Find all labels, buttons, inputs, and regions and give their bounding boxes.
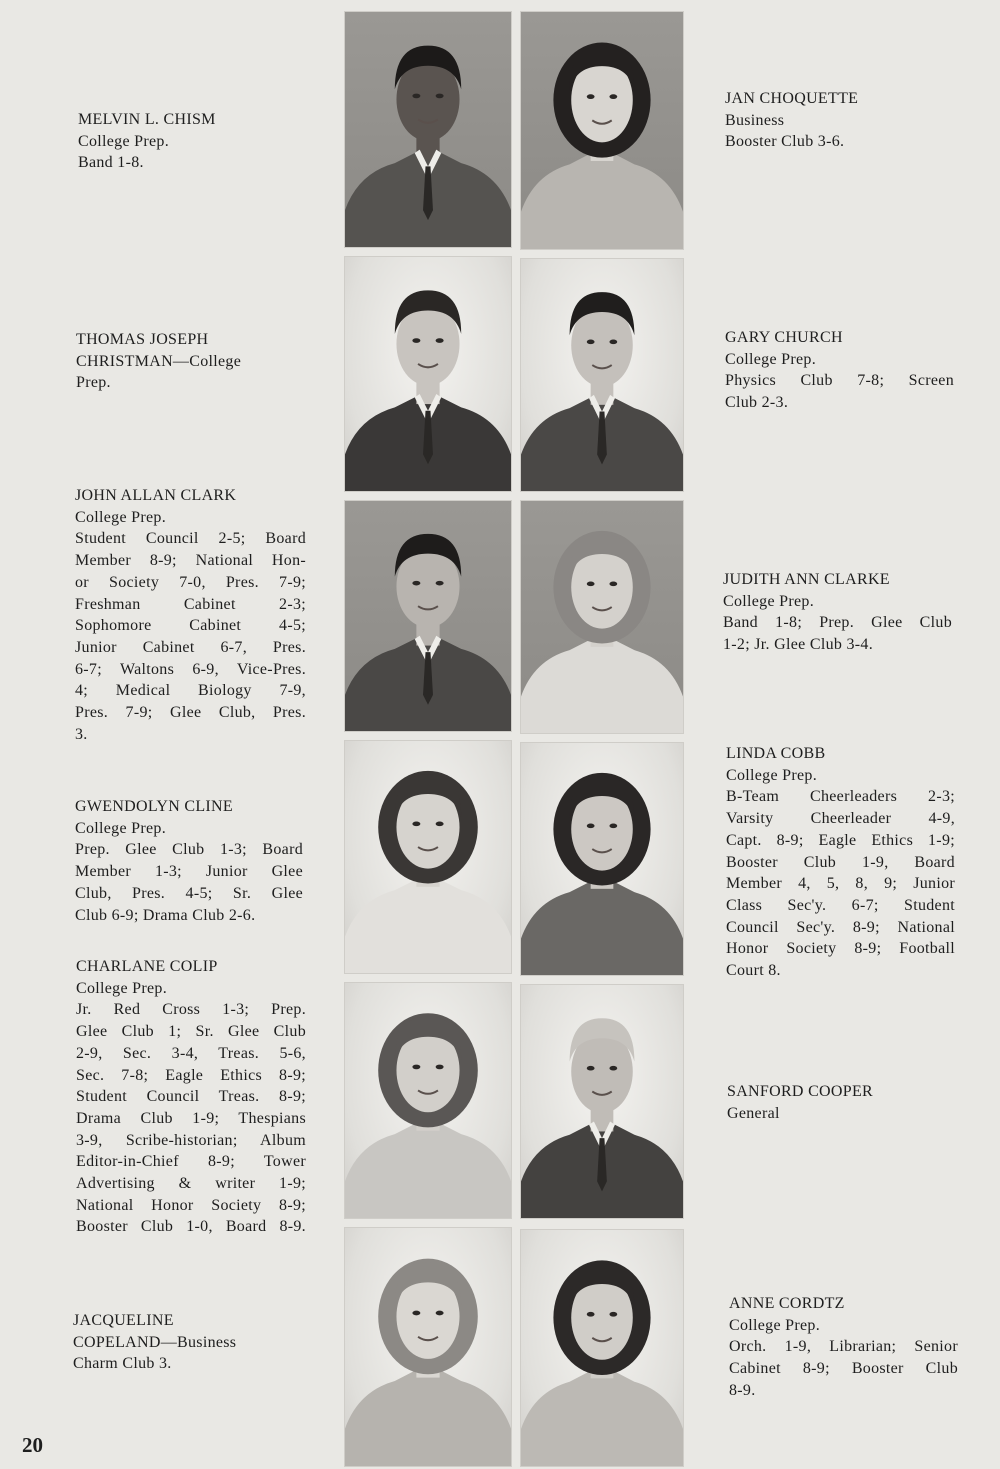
portrait-silhouette (345, 741, 511, 973)
bio-line: 3. (75, 725, 88, 743)
portrait-photo (520, 1229, 684, 1467)
student-name: LINDA COBB (726, 745, 826, 762)
bio-church (725, 327, 954, 414)
portrait-eye (587, 824, 595, 829)
portrait-photo (344, 1227, 512, 1467)
bio-line: College Prep. (75, 508, 166, 526)
bio-line: Junior Cabinet 6-7, Pres. (75, 638, 306, 656)
portrait-silhouette (521, 1230, 683, 1466)
bio-line: Prep. Glee Club 1-3; Board (75, 841, 303, 859)
bio-line: Band 1-8. (78, 154, 144, 172)
bio-line: Glee Club 1; Sr. Glee Club (76, 1023, 306, 1041)
bio-colip (76, 956, 306, 1238)
student-name: THOMAS JOSEPH (76, 331, 209, 348)
bio-line: Student Council 2-5; Board (75, 530, 306, 548)
bio-line: Editor-in-Chief 8-9; Tower (76, 1153, 306, 1171)
student-name: MELVIN L. CHISM (78, 111, 216, 128)
bio-line: Business (725, 111, 785, 129)
portrait-clothing (345, 1371, 511, 1466)
bio-line: Prep. (76, 374, 111, 392)
portrait-eye (436, 1065, 444, 1070)
portrait-eye (609, 340, 617, 345)
bio-line: College Prep. (723, 592, 814, 610)
bio-line: National Honor Society 8-9; (76, 1196, 306, 1214)
bio-cordtz (729, 1293, 958, 1402)
student-name: CHARLANE COLIP (76, 958, 218, 975)
student-name: JUDITH ANN CLARKE (723, 571, 890, 588)
portrait-clothing (521, 1372, 683, 1466)
student-name: JAN CHOQUETTE (725, 90, 859, 107)
bio-line: 3-9, Scribe-historian; Album (76, 1131, 306, 1149)
bio-cobb (726, 743, 955, 982)
bio-line: Drama Club 1-9; Thespians (76, 1109, 306, 1127)
bio-choquette (725, 88, 957, 153)
portrait-eye (609, 94, 617, 99)
bio-line: 1-2; Jr. Glee Club 3-4. (723, 636, 873, 654)
bio-line: Member 8-9; National Hon- (75, 552, 306, 570)
bio-line: or Society 7-0, Pres. 7-9; (75, 573, 306, 591)
portrait-eye (587, 1312, 595, 1317)
bio-clark (75, 485, 306, 745)
bio-line: B-Team Cheerleaders 2-3; (726, 788, 955, 806)
portrait-eye (609, 824, 617, 829)
student-name: ANNE CORDTZ (729, 1295, 845, 1312)
portrait-clothing (521, 640, 683, 733)
bio-line: Club 2-3. (725, 394, 789, 412)
bio-line: Varsity Cheerleader 4-9, (726, 810, 955, 828)
portrait-photo (520, 258, 684, 492)
bio-line: Freshman Cabinet 2-3; (75, 595, 306, 613)
portrait-eye (436, 581, 444, 586)
portrait-eye (412, 338, 420, 343)
portrait-silhouette (521, 259, 683, 491)
portrait-silhouette (521, 12, 683, 249)
bio-line: Band 1-8; Prep. Glee Club (723, 614, 952, 632)
portrait-clothing (521, 882, 683, 975)
bio-line: Club, Pres. 4-5; Sr. Glee (75, 884, 303, 902)
bio-line: Booster Club 1-0, Board 8-9. (76, 1218, 306, 1236)
bio-line: 6-7; Waltons 6-9, Vice-Pres. (75, 660, 306, 678)
portrait-eye (587, 582, 595, 587)
bio-line: Honor Society 8-9; Football (726, 940, 955, 958)
portrait-photo (520, 742, 684, 976)
portrait-photo (344, 500, 512, 732)
bio-line: COPELAND—Business (73, 1333, 237, 1351)
student-name: GWENDOLYN CLINE (75, 798, 233, 815)
portrait-eye (587, 1066, 595, 1071)
portrait-photo (344, 982, 512, 1219)
portrait-silhouette (345, 501, 511, 731)
portrait-eye (609, 582, 617, 587)
portrait-eye (587, 94, 595, 99)
bio-line: Pres. 7-9; Glee Club, Pres. (75, 704, 306, 722)
bio-line: College Prep. (726, 766, 817, 784)
bio-line: 4; Medical Biology 7-9, (75, 682, 306, 700)
bio-line: Club 6-9; Drama Club 2-6. (75, 906, 256, 924)
portrait-clothing (521, 154, 683, 249)
bio-line: Advertising & writer 1-9; (76, 1175, 306, 1193)
portrait-silhouette (345, 1228, 511, 1466)
bio-copeland (73, 1310, 305, 1375)
bio-line: Physics Club 7-8; Screen (725, 372, 954, 390)
bio-line: Member 4, 5, 8, 9; Junior (726, 875, 955, 893)
bio-line: College Prep. (78, 132, 169, 150)
bio-cooper (727, 1081, 959, 1124)
bio-line: College Prep. (76, 979, 167, 997)
portrait-photo (344, 256, 512, 492)
student-name: GARY CHURCH (725, 329, 843, 346)
bio-line: Booster Club 1-9, Board (726, 853, 955, 871)
bio-line: Court 8. (726, 962, 781, 980)
portrait-silhouette (521, 985, 683, 1218)
bio-cline (75, 796, 303, 926)
student-name: JACQUELINE (73, 1312, 174, 1329)
student-name: SANFORD COOPER (727, 1083, 874, 1100)
bio-christman (76, 329, 308, 394)
bio-line: Council Sec'y. 8-9; National (726, 918, 955, 936)
portrait-photo (520, 984, 684, 1219)
bio-line: CHRISTMAN—College (76, 352, 242, 370)
student-name: JOHN ALLAN CLARK (75, 487, 237, 504)
portrait-eye (436, 94, 444, 99)
page-number: 20 (22, 1433, 43, 1457)
bio-line: Cabinet 8-9; Booster Club (729, 1360, 958, 1378)
bio-line: Student Council Treas. 8-9; (76, 1088, 306, 1106)
portrait-eye (587, 340, 595, 345)
portrait-eye (609, 1066, 617, 1071)
bio-line: Member 1-3; Junior Glee (75, 863, 303, 881)
portrait-silhouette (521, 501, 683, 733)
portrait-silhouette (345, 257, 511, 491)
portrait-clothing (345, 1124, 511, 1218)
bio-line: Sec. 7-8; Eagle Ethics 8-9; (76, 1066, 306, 1084)
portrait-silhouette (345, 12, 511, 247)
portrait-silhouette (345, 983, 511, 1218)
portrait-silhouette (521, 743, 683, 975)
portrait-clothing (345, 880, 511, 973)
portrait-photo (520, 500, 684, 734)
portrait-eye (436, 1311, 444, 1316)
bio-line: Booster Club 3-6. (725, 133, 845, 151)
portrait-eye (412, 822, 420, 827)
bio-line: College Prep. (729, 1316, 820, 1334)
bio-line: Orch. 1-9, Librarian; Senior (729, 1338, 958, 1356)
bio-line: 8-9. (729, 1381, 756, 1399)
bio-line: General (727, 1104, 780, 1122)
portrait-photo (344, 740, 512, 974)
portrait-eye (412, 94, 420, 99)
bio-line: College Prep. (725, 350, 816, 368)
bio-chism (78, 109, 310, 174)
bio-clarke (723, 569, 952, 656)
bio-line: Class Sec'y. 6-7; Student (726, 896, 955, 914)
portrait-eye (436, 338, 444, 343)
bio-line: Sophomore Cabinet 4-5; (75, 617, 306, 635)
portrait-eye (436, 822, 444, 827)
bio-line: Jr. Red Cross 1-3; Prep. (76, 1001, 306, 1019)
bio-line: Capt. 8-9; Eagle Ethics 1-9; (726, 831, 955, 849)
bio-line: 2-9, Sec. 3-4, Treas. 5-6, (76, 1044, 306, 1062)
portrait-eye (412, 1311, 420, 1316)
bio-line: Charm Club 3. (73, 1355, 172, 1373)
portrait-eye (412, 1065, 420, 1070)
bio-line: College Prep. (75, 819, 166, 837)
portrait-eye (609, 1312, 617, 1317)
portrait-photo (520, 11, 684, 250)
portrait-eye (412, 581, 420, 586)
portrait-photo (344, 11, 512, 248)
